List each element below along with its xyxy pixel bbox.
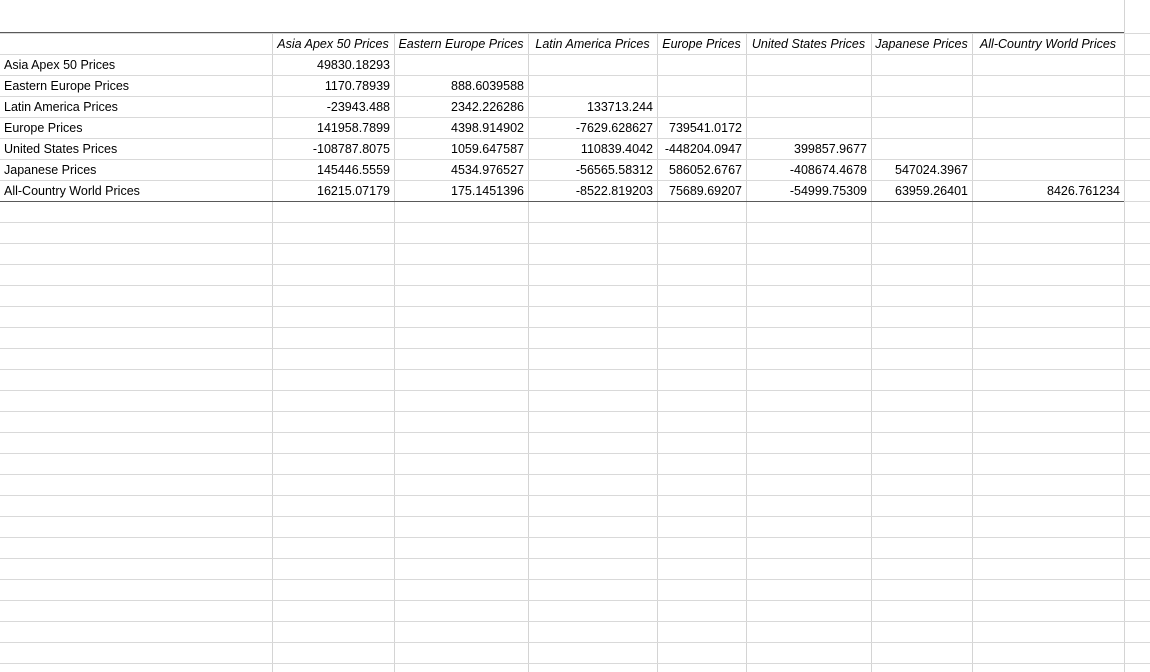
matrix-cell[interactable]: -56565.58312 xyxy=(575,163,653,177)
row-gridline xyxy=(0,264,1150,265)
matrix-cell[interactable] xyxy=(528,55,657,75)
row-label[interactable]: Eastern Europe Prices xyxy=(4,79,130,93)
column-header[interactable]: Eastern Europe Prices xyxy=(398,37,524,51)
row-gridline xyxy=(0,579,1150,580)
row-gridline xyxy=(0,642,1150,643)
matrix-cell[interactable] xyxy=(972,118,1124,138)
matrix-cell[interactable]: 4398.914902 xyxy=(451,121,524,135)
row-gridline xyxy=(0,285,1150,286)
row-label[interactable]: Latin America Prices xyxy=(4,100,118,114)
row-gridline xyxy=(0,621,1150,622)
row-gridline xyxy=(0,537,1150,538)
row-label[interactable]: United States Prices xyxy=(4,142,118,156)
matrix-cell[interactable]: -108787.8075 xyxy=(312,142,390,156)
column-header[interactable]: United States Prices xyxy=(751,37,866,51)
row-gridline xyxy=(0,411,1150,412)
matrix-cell[interactable] xyxy=(871,139,972,159)
matrix-cell[interactable]: -8522.819203 xyxy=(575,184,653,198)
row-gridline xyxy=(0,243,1150,244)
row-gridline xyxy=(0,453,1150,454)
matrix-cell[interactable] xyxy=(871,55,972,75)
matrix-cell[interactable] xyxy=(657,76,746,96)
matrix-cell[interactable] xyxy=(972,55,1124,75)
matrix-cell[interactable] xyxy=(746,55,871,75)
matrix-cell[interactable]: -448204.0947 xyxy=(664,142,742,156)
row-gridline xyxy=(0,327,1150,328)
matrix-cell[interactable]: 547024.3967 xyxy=(895,163,968,177)
matrix-cell[interactable]: 8426.761234 xyxy=(1047,184,1120,198)
matrix-cell[interactable]: 141958.7899 xyxy=(317,121,390,135)
row-gridline xyxy=(0,495,1150,496)
matrix-cell[interactable] xyxy=(972,76,1124,96)
matrix-cell[interactable]: 75689.69207 xyxy=(669,184,742,198)
row-gridline xyxy=(0,348,1150,349)
table-border xyxy=(0,201,1124,202)
matrix-cell[interactable]: 888.6039588 xyxy=(451,79,524,93)
matrix-cell[interactable]: 399857.9677 xyxy=(794,142,867,156)
column-header[interactable]: Asia Apex 50 Prices xyxy=(277,37,389,51)
matrix-cell[interactable] xyxy=(972,139,1124,159)
row-label[interactable]: All-Country World Prices xyxy=(4,184,140,198)
column-gridline xyxy=(1124,0,1125,672)
row-gridline xyxy=(0,600,1150,601)
row-gridline xyxy=(0,516,1150,517)
matrix-cell[interactable]: 2342.226286 xyxy=(451,100,524,114)
matrix-cell[interactable]: 739541.0172 xyxy=(669,121,742,135)
matrix-cell[interactable] xyxy=(394,55,528,75)
row-label[interactable]: Asia Apex 50 Prices xyxy=(4,58,116,72)
matrix-cell[interactable] xyxy=(657,55,746,75)
matrix-cell[interactable]: 49830.18293 xyxy=(317,58,390,72)
matrix-cell[interactable] xyxy=(972,97,1124,117)
table-border xyxy=(0,32,1124,33)
matrix-cell[interactable] xyxy=(746,76,871,96)
row-gridline xyxy=(0,432,1150,433)
matrix-cell[interactable]: 133713.244 xyxy=(586,100,653,114)
title-area xyxy=(0,0,1124,32)
column-header[interactable]: Latin America Prices xyxy=(535,37,650,51)
matrix-cell[interactable]: 110839.4042 xyxy=(580,142,653,156)
row-label[interactable]: Europe Prices xyxy=(4,121,83,135)
row-gridline xyxy=(0,474,1150,475)
row-gridline xyxy=(0,663,1150,664)
matrix-cell[interactable]: 175.1451396 xyxy=(451,184,524,198)
row-gridline xyxy=(0,558,1150,559)
matrix-cell[interactable]: -54999.75309 xyxy=(789,184,867,198)
matrix-cell[interactable]: 145446.5559 xyxy=(317,163,390,177)
matrix-cell[interactable]: -23943.488 xyxy=(326,100,390,114)
matrix-cell[interactable] xyxy=(871,97,972,117)
matrix-cell[interactable]: -408674.4678 xyxy=(789,163,867,177)
row-gridline xyxy=(0,306,1150,307)
matrix-cell[interactable] xyxy=(746,97,871,117)
matrix-cell[interactable]: 1170.78939 xyxy=(324,79,390,93)
column-header[interactable]: Japanese Prices xyxy=(875,37,968,51)
matrix-cell[interactable] xyxy=(528,76,657,96)
matrix-cell[interactable] xyxy=(657,97,746,117)
row-label[interactable]: Japanese Prices xyxy=(4,163,97,177)
matrix-cell[interactable]: 586052.6767 xyxy=(669,163,742,177)
matrix-cell[interactable] xyxy=(871,118,972,138)
row-gridline xyxy=(0,369,1150,370)
matrix-cell[interactable]: 63959.26401 xyxy=(895,184,968,198)
row-gridline xyxy=(0,390,1150,391)
matrix-cell[interactable] xyxy=(871,76,972,96)
matrix-cell[interactable] xyxy=(972,160,1124,180)
column-header[interactable]: Europe Prices xyxy=(662,37,741,51)
matrix-cell[interactable]: 16215.07179 xyxy=(317,184,390,198)
matrix-cell[interactable]: -7629.628627 xyxy=(575,121,653,135)
column-header[interactable]: All-Country World Prices xyxy=(979,37,1117,51)
row-gridline xyxy=(0,222,1150,223)
matrix-cell[interactable]: 4534.976527 xyxy=(451,163,524,177)
matrix-cell[interactable] xyxy=(746,118,871,138)
matrix-cell[interactable]: 1059.647587 xyxy=(451,142,524,156)
